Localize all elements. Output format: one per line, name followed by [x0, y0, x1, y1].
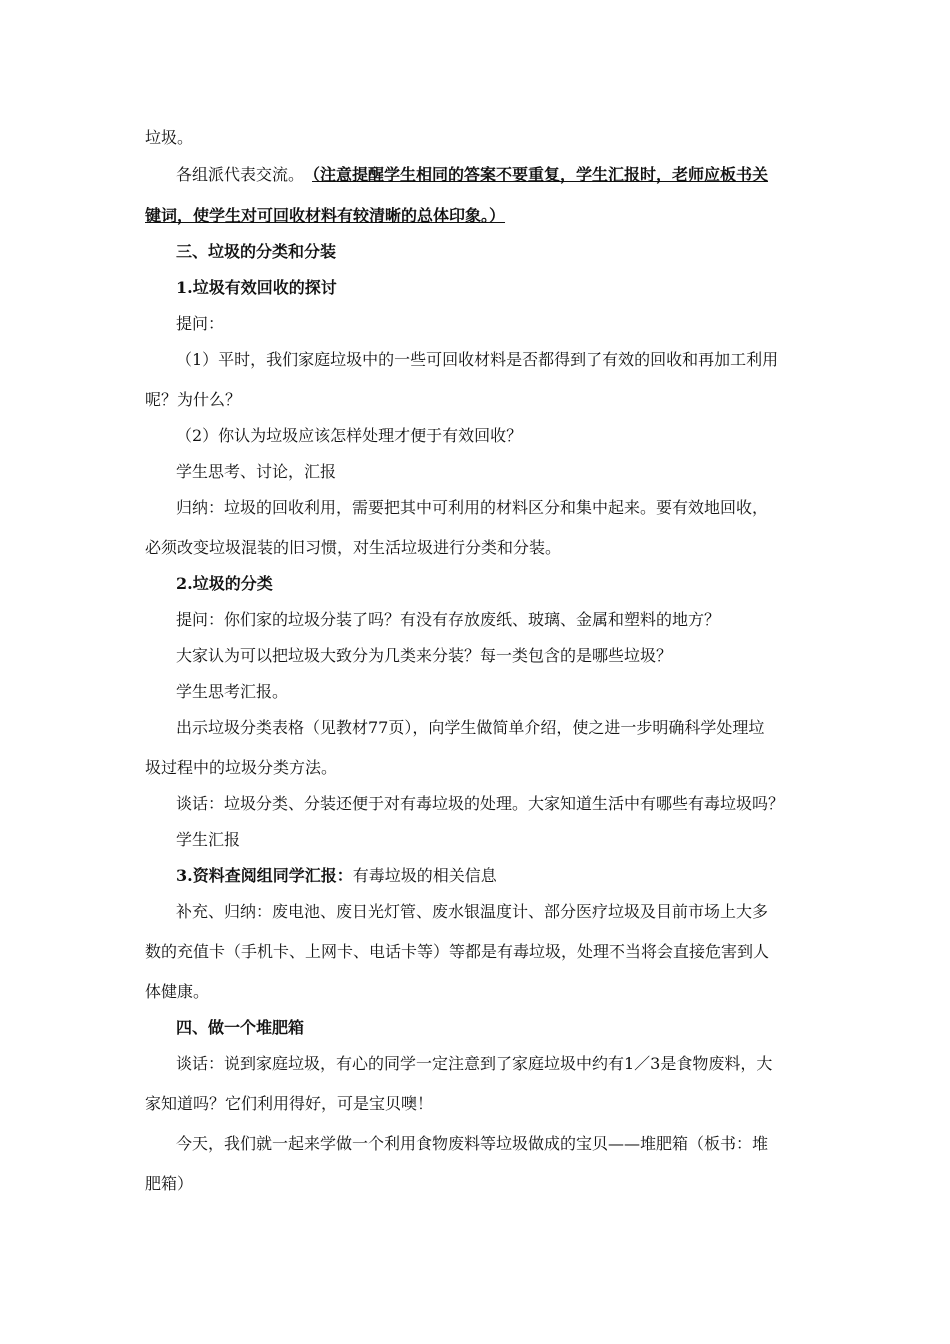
text-line: 大家认为可以把垃圾大致分为几类来分装？每一类包含的是哪些垃圾？ [176, 646, 673, 665]
text-line: 谈话：说到家庭垃圾，有心的同学一定注意到了家庭垃圾中约有1／3是食物废料，大 [176, 1054, 773, 1073]
text-span: 有毒垃圾的相关信息 [352, 866, 497, 885]
text-line: 出示垃圾分类表格（见教材77页），向学生做简单介绍，使之进一步明确科学处理垃 [176, 718, 765, 737]
text-line: 呢？为什么？ [145, 390, 242, 409]
text-line: 肥箱） [145, 1174, 194, 1193]
text-line: 垃圾。 [145, 128, 194, 147]
text-line: 学生汇报 [176, 830, 241, 849]
underlined-note: （注意提醒学生相同的答案不要重复，学生汇报时，老师应板书关 [312, 165, 769, 184]
text-line [176, 866, 497, 886]
text-line: 提问：你们家的垃圾分装了吗？有没有存放废纸、玻璃、金属和塑料的地方？ [176, 610, 721, 629]
text-line: 归纳：垃圾的回收利用，需要把其中可利用的材料区分和集中起来。要有效地回收， [176, 498, 769, 517]
subsection-heading: 2.垃圾的分类 [176, 574, 273, 593]
text-line [176, 165, 768, 185]
text-line: 学生思考汇报。 [176, 682, 289, 701]
subsection-heading: 1.垃圾有效回收的探讨 [176, 278, 337, 297]
text-line: 家知道吗？它们利用得好，可是宝贝噢！ [145, 1094, 434, 1113]
text-line: 必须改变垃圾混装的旧习惯，对生活垃圾进行分类和分装。 [145, 538, 562, 557]
text-line: 学生思考、讨论，汇报 [176, 462, 337, 481]
section-heading: 四、做一个堆肥箱 [176, 1018, 305, 1037]
text-line: （1）平时，我们家庭垃圾中的一些可回收材料是否都得到了有效的回收和再加工利用 [176, 350, 779, 369]
text-span: 各组派代表交流。 [176, 165, 305, 184]
text-line: （2）你认为垃圾应该怎样处理才便于有效回收？ [176, 426, 523, 445]
text-line: 今天，我们就一起来学做一个利用食物废料等垃圾做成的宝贝——堆肥箱（板书：堆 [176, 1134, 769, 1153]
text-line: 补充、归纳：废电池、废日光灯管、废水银温度计、部分医疗垃圾及目前市场上大多 [176, 902, 769, 921]
underlined-note: 键词，使学生对可回收材料有较清晰的总体印象。） [145, 206, 506, 225]
section-heading: 三、垃圾的分类和分装 [176, 242, 337, 261]
text-line: 圾过程中的垃圾分类方法。 [145, 758, 338, 777]
subsection-heading: 3.资料查阅组同学汇报： [176, 866, 353, 885]
text-line: 数的充值卡（手机卡、上网卡、电话卡等）等都是有毒垃圾，处理不当将会直接危害到人 [145, 942, 770, 961]
text-line: 提问： [176, 314, 225, 333]
text-line: 谈话：垃圾分类、分装还便于对有毒垃圾的处理。大家知道生活中有哪些有毒垃圾吗？ [176, 794, 785, 813]
text-line: 体健康。 [145, 982, 210, 1001]
